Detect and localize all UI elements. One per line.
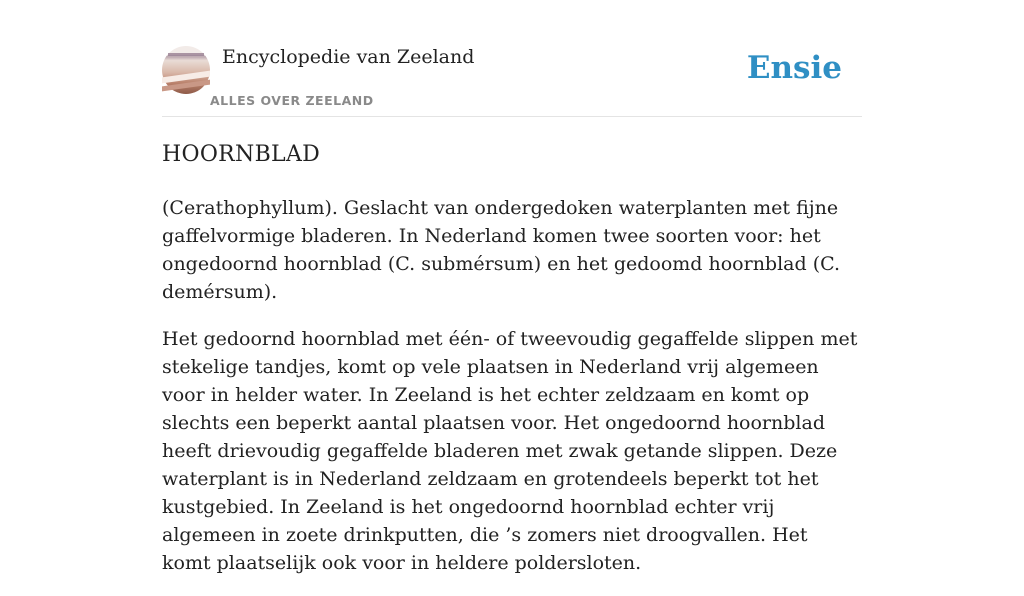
article-paragraph: Het gedoornd hoornblad met één- of tweevoudig gegaffelde slippen met stekelige tandjes, komt op vele plaatsen in Nederland vrij algemeen voor in helder water. In Zeeland is het echter zeldzaam en komt op slechts een beperkt aantal plaatsen voor. Het ongedoornd hoornblad heeft drievoudig gegaffelde bladeren met zwak getande slippen. Deze waterplant is in Nederland zeldzaam en grotendeels beperkt tot het kustgebied. In Zeeland is het ongedoornd hoornblad echter vrij algemeen in zoete drinkputten, die ’s zomers niet droogvallen. Het komt plaatselijk ook voor in heldere poldersloten. [162,328,858,574]
article-paragraph: (Cerathophyllum). Geslacht van ondergedoken waterplanten met fijne gaffelvormige bladeren. In Nederland komen twee soorten voor: het ongedoornd hoornblad (C. submérsum) en het gedoomd hoornblad (C. demérsum). [162,197,841,303]
site-subtitle: ALLES OVER ZEELAND [210,93,374,108]
site-title[interactable]: Encyclopedie van Zeeland [222,46,475,68]
entry-title: HOORNBLAD [162,142,321,167]
brand-logo[interactable]: Ensie [746,50,842,86]
avatar-detail [168,53,204,56]
site-avatar[interactable] [162,46,210,94]
site-header [162,0,862,117]
article [162,138,862,596]
